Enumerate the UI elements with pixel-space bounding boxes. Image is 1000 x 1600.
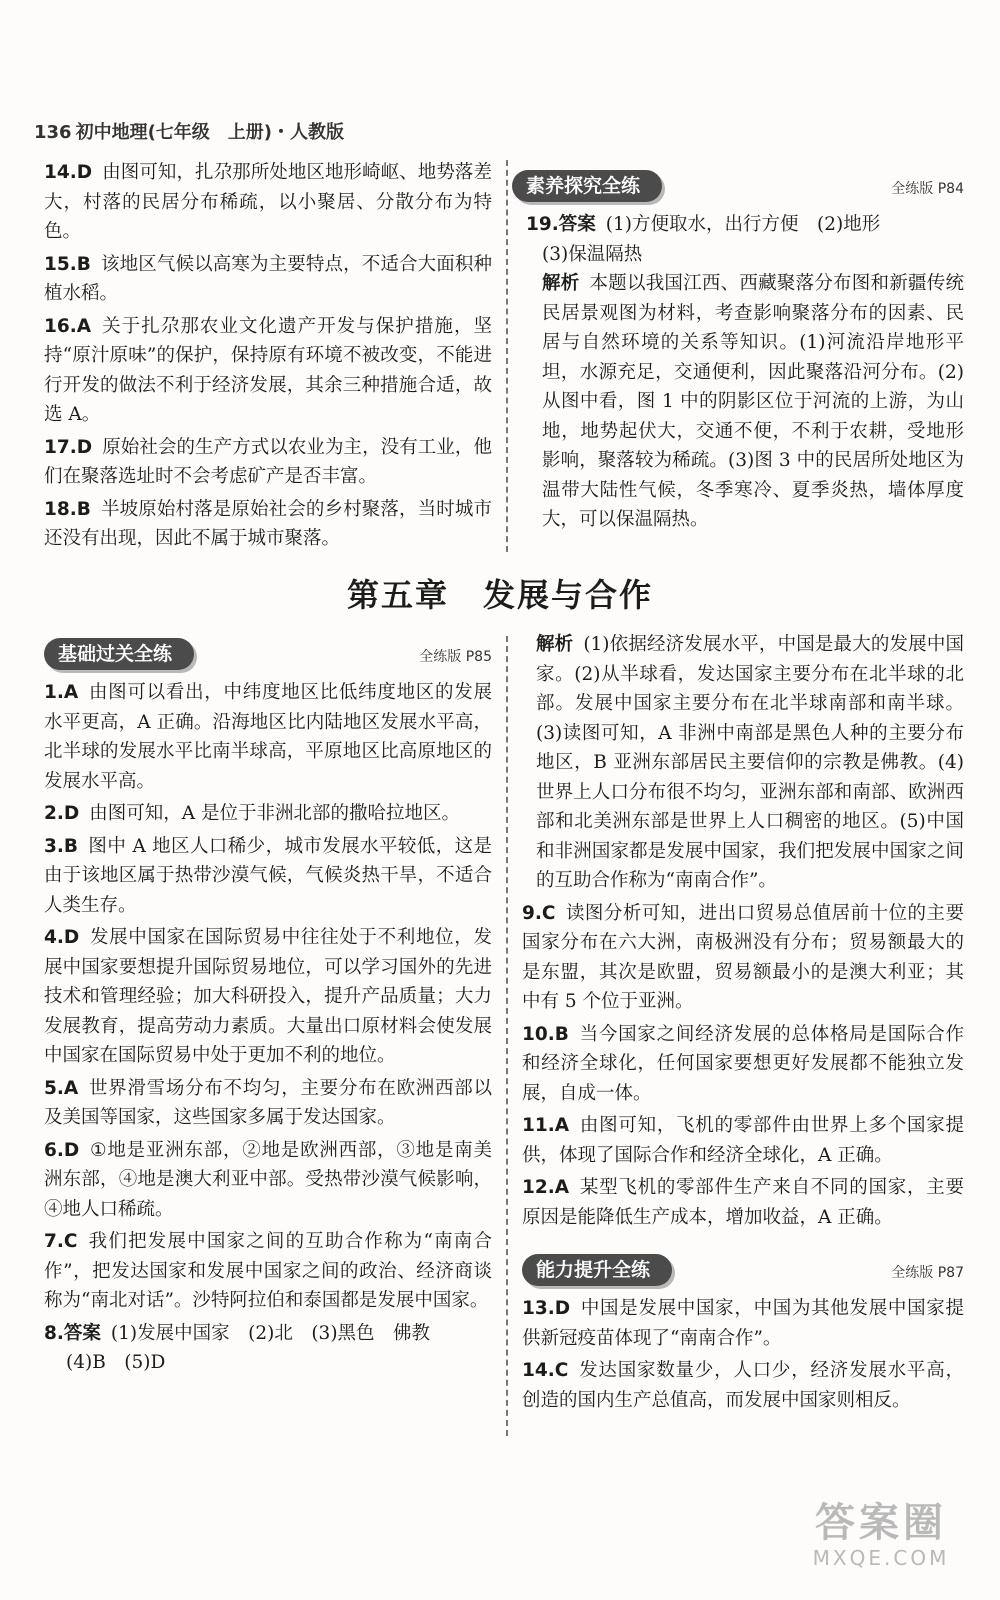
answer-14-ability	[522, 1356, 964, 1415]
answer-3	[44, 832, 492, 921]
question-number: 9.C	[522, 902, 556, 924]
answer-13	[522, 1294, 964, 1353]
analysis-text: (1)依据经济发展水平，中国是最大的发展中国家。(2)从半球看，发达国家主要分布在北半球的北部。发展中国家主要分布在北半球南部和南半球。(3)读图可知，A 非洲中南部是黑色人种的主要分布地区，B 亚洲东部居民主要信仰的宗教是佛教。(4)世界上人口分布很不均匀，亚洲东部和南部、欧洲西部和北美洲东部是世界上人口稠密的地区。(5)中国和非洲国家都是发展中国家，我们把发展中国家之间的互助合作称为“南南合作”。	[536, 634, 964, 891]
answer-17	[44, 433, 492, 492]
answer-text: 该地区气候以高寒为主要特点，不适合大面积种植水稻。	[44, 253, 492, 304]
question-number: 19.	[526, 214, 559, 235]
answer-8-line2: (4)B (5)D	[66, 1352, 166, 1373]
answer-text: 图中 A 地区人口稀少，城市发展水平较低，这是由于该地区属于热带沙漠气候，气候炎热干旱，不适合人类生存。	[44, 835, 492, 916]
answer-text: 我们把发展中国家之间的互助合作称为“南南合作”，把发达国家和发展中国家之间的政治、经济商谈称为“南北对话”。沙特阿拉伯和泰国都是发展中国家。	[44, 1231, 492, 1311]
answer-text: 由图可知，扎尕那所处地区地形崎岖、地势落差大，村落的民居分布稀疏，以小聚居、分散分布为特色。	[44, 162, 492, 242]
answer-5	[44, 1074, 492, 1133]
section-page-ref: 全练版 P85	[419, 649, 492, 665]
analysis-text: 本题以我国江西、西藏聚落分布图和新疆传统民居景观图为材料，考查影响聚落分布的因素、民居与自然环境的关系等知识。(1)河流沿岸地形平坦，水源充足，交通便利，因此聚落沿河分布。(2)从图中看，图 1 中的阴影区位于河流的上游，为山地，地势起伏大，交通不便，不利于农耕，受地形影响，聚落较为稀疏。(3)图 3 中的民居所处地区为温带大陆性气候，冬季寒冷、夏季炎热，墙体厚度大，可以保温隔热。	[542, 273, 964, 530]
answer-text: 原始社会的生产方式以农业为主，没有工业，他们在聚落选址时不会考虑矿产是否丰富。	[44, 436, 492, 487]
watermark-line2: MXQE.COM	[812, 1546, 950, 1570]
answer-text: 某型飞机的零部件生产来自不同的国家，主要原因是能降低生产成本，增加收益，A 正确。	[522, 1177, 964, 1228]
answer-9	[522, 899, 964, 1017]
question-number: 16.A	[44, 315, 92, 337]
answer-12	[522, 1173, 964, 1232]
section-title: 素养探究全练	[512, 170, 662, 202]
watermark-logo	[786, 1500, 976, 1578]
question-number: 17.D	[44, 436, 93, 458]
answer-2	[44, 799, 492, 829]
chapter-title: 第五章 发展与合作	[346, 576, 653, 614]
question-number: 15.B	[44, 253, 91, 275]
column-divider	[506, 636, 508, 1436]
question-number: 13.D	[522, 1298, 571, 1319]
answer-19-line2: (3)保温隔热	[542, 243, 643, 265]
book-title: 初中地理(七年级 上册)・人教版	[75, 122, 345, 143]
section-title: 能力提升全练	[522, 1254, 672, 1286]
answer-14	[44, 158, 492, 247]
answer-11	[522, 1111, 964, 1170]
page-number: 136	[34, 122, 72, 143]
section-basic	[44, 638, 492, 1381]
section-page-ref: 全练版 P87	[891, 1265, 964, 1281]
answer-label: 答案	[63, 1322, 101, 1344]
answer-text: ①地是亚洲东部，②地是欧洲西部，③地是南美洲东部，④地是澳大利亚中部。受热带沙漠气候影响，④地人口稀疏。	[44, 1139, 492, 1220]
question-number: 14.C	[522, 1360, 569, 1381]
answer-15	[44, 250, 492, 309]
analysis-8	[522, 630, 964, 896]
watermark-line1: 答案圈	[815, 1500, 947, 1546]
answer-text: 由图可知，A 是位于非洲北部的撒哈拉地区。	[89, 803, 461, 824]
answers-14-18	[44, 158, 492, 557]
answer-text: (1)方便取水，出行方便 (2)地形	[605, 214, 881, 235]
question-number: 8.	[44, 1322, 64, 1344]
answer-6	[44, 1136, 492, 1225]
section-banner-basic	[44, 638, 492, 672]
section-exploration	[512, 170, 964, 538]
analysis-label: 解析	[536, 634, 574, 655]
answer-text: (1)发展中国家 (2)北 (3)黑色 佛教	[110, 1322, 431, 1344]
answer-text: 半坡原始村落是原始社会的乡村聚落，当时城市还没有出现，因此不属于城市聚落。	[44, 498, 492, 549]
section-page-ref: 全练版 P84	[891, 181, 964, 197]
answer-4	[44, 923, 492, 1071]
answer-8	[44, 1319, 492, 1378]
answer-8-line1	[44, 1319, 492, 1349]
answer-10	[522, 1020, 964, 1109]
answer-text: 关于扎尕那农业文化遗产开发与保护措施，坚持“原汁原味”的保护，保持原有环境不被改变，不能进行开发的做法不利于经济发展，其余三种措施合适，故选 A。	[44, 315, 492, 425]
question-number: 2.D	[44, 803, 80, 824]
answer-text: 当今国家之间经济发展的总体格局是国际合作和经济全球化，任何国家要想更好发展都不能独立发展，自成一体。	[522, 1023, 964, 1104]
column-divider	[506, 160, 508, 552]
question-number: 12.A	[522, 1177, 570, 1198]
answer-7	[44, 1227, 492, 1316]
question-number: 7.C	[44, 1231, 78, 1252]
answer-text: 发达国家数量少，人口少，经济发展水平高，创造的国内生产总值高，而发展中国家则相反。	[522, 1360, 964, 1411]
section-banner-exploration	[512, 170, 964, 204]
answer-text: 由图可以看出，中纬度地区比低纬度地区的发展水平更高，A 正确。沿海地区比内陆地区发展水平高，北半球的发展水平比南半球高，平原地区比高原地区的发展水平高。	[44, 682, 492, 792]
analysis-label: 解析	[542, 273, 580, 294]
answer-text: 发展中国家在国际贸易中往往处于不利地位，发展中国家要想提升国际贸易地位，可以学习国外的先进技术和管理经验；加大科研投入，提升产品质量；大力发展教育，提高劳动力素质。大量出口原材料会使发展中国家在国际贸易中处于更加不利的地位。	[44, 927, 492, 1066]
question-number: 14.D	[44, 162, 93, 183]
question-number: 3.B	[44, 835, 79, 857]
question-number: 4.D	[44, 927, 80, 948]
question-number: 11.A	[522, 1115, 570, 1136]
question-number: 5.A	[44, 1077, 79, 1099]
page-header	[34, 118, 344, 144]
answer-19-line1	[526, 210, 964, 240]
answer-text: 读图分析可知，进出口贸易总值居前十位的主要国家分布在六大洲，南极洲没有分布；贸易额最大的是东盟，其次是欧盟，贸易额最小的是澳大利亚；其中有 5 个位于亚洲。	[522, 902, 964, 1012]
question-number: 18.B	[44, 498, 91, 520]
section-banner-ability	[522, 1254, 964, 1288]
question-number: 10.B	[522, 1023, 569, 1045]
answer-18	[44, 495, 492, 554]
section-title: 基础过关全练	[44, 638, 194, 670]
answer-text: 世界滑雪场分布不均匀，主要分布在欧洲西部以及美国等国家，这些国家多属于发达国家。	[44, 1077, 492, 1128]
answer-19	[512, 210, 964, 535]
answer-text: 由图可知，飞机的零部件由世界上多个国家提供，体现了国际合作和经济全球化，A 正确。	[522, 1115, 964, 1166]
analysis-19	[526, 269, 964, 535]
answer-1	[44, 678, 492, 796]
answer-text: 中国是发展中国家，中国为其他发展中国家提供新冠疫苗体现了“南南合作”。	[522, 1298, 964, 1349]
answer-label: 答案	[558, 214, 596, 235]
answers-8-analysis-to-14	[522, 630, 964, 1418]
question-number: 1.A	[44, 682, 79, 703]
question-number: 6.D	[44, 1139, 80, 1161]
answer-16	[44, 312, 492, 430]
